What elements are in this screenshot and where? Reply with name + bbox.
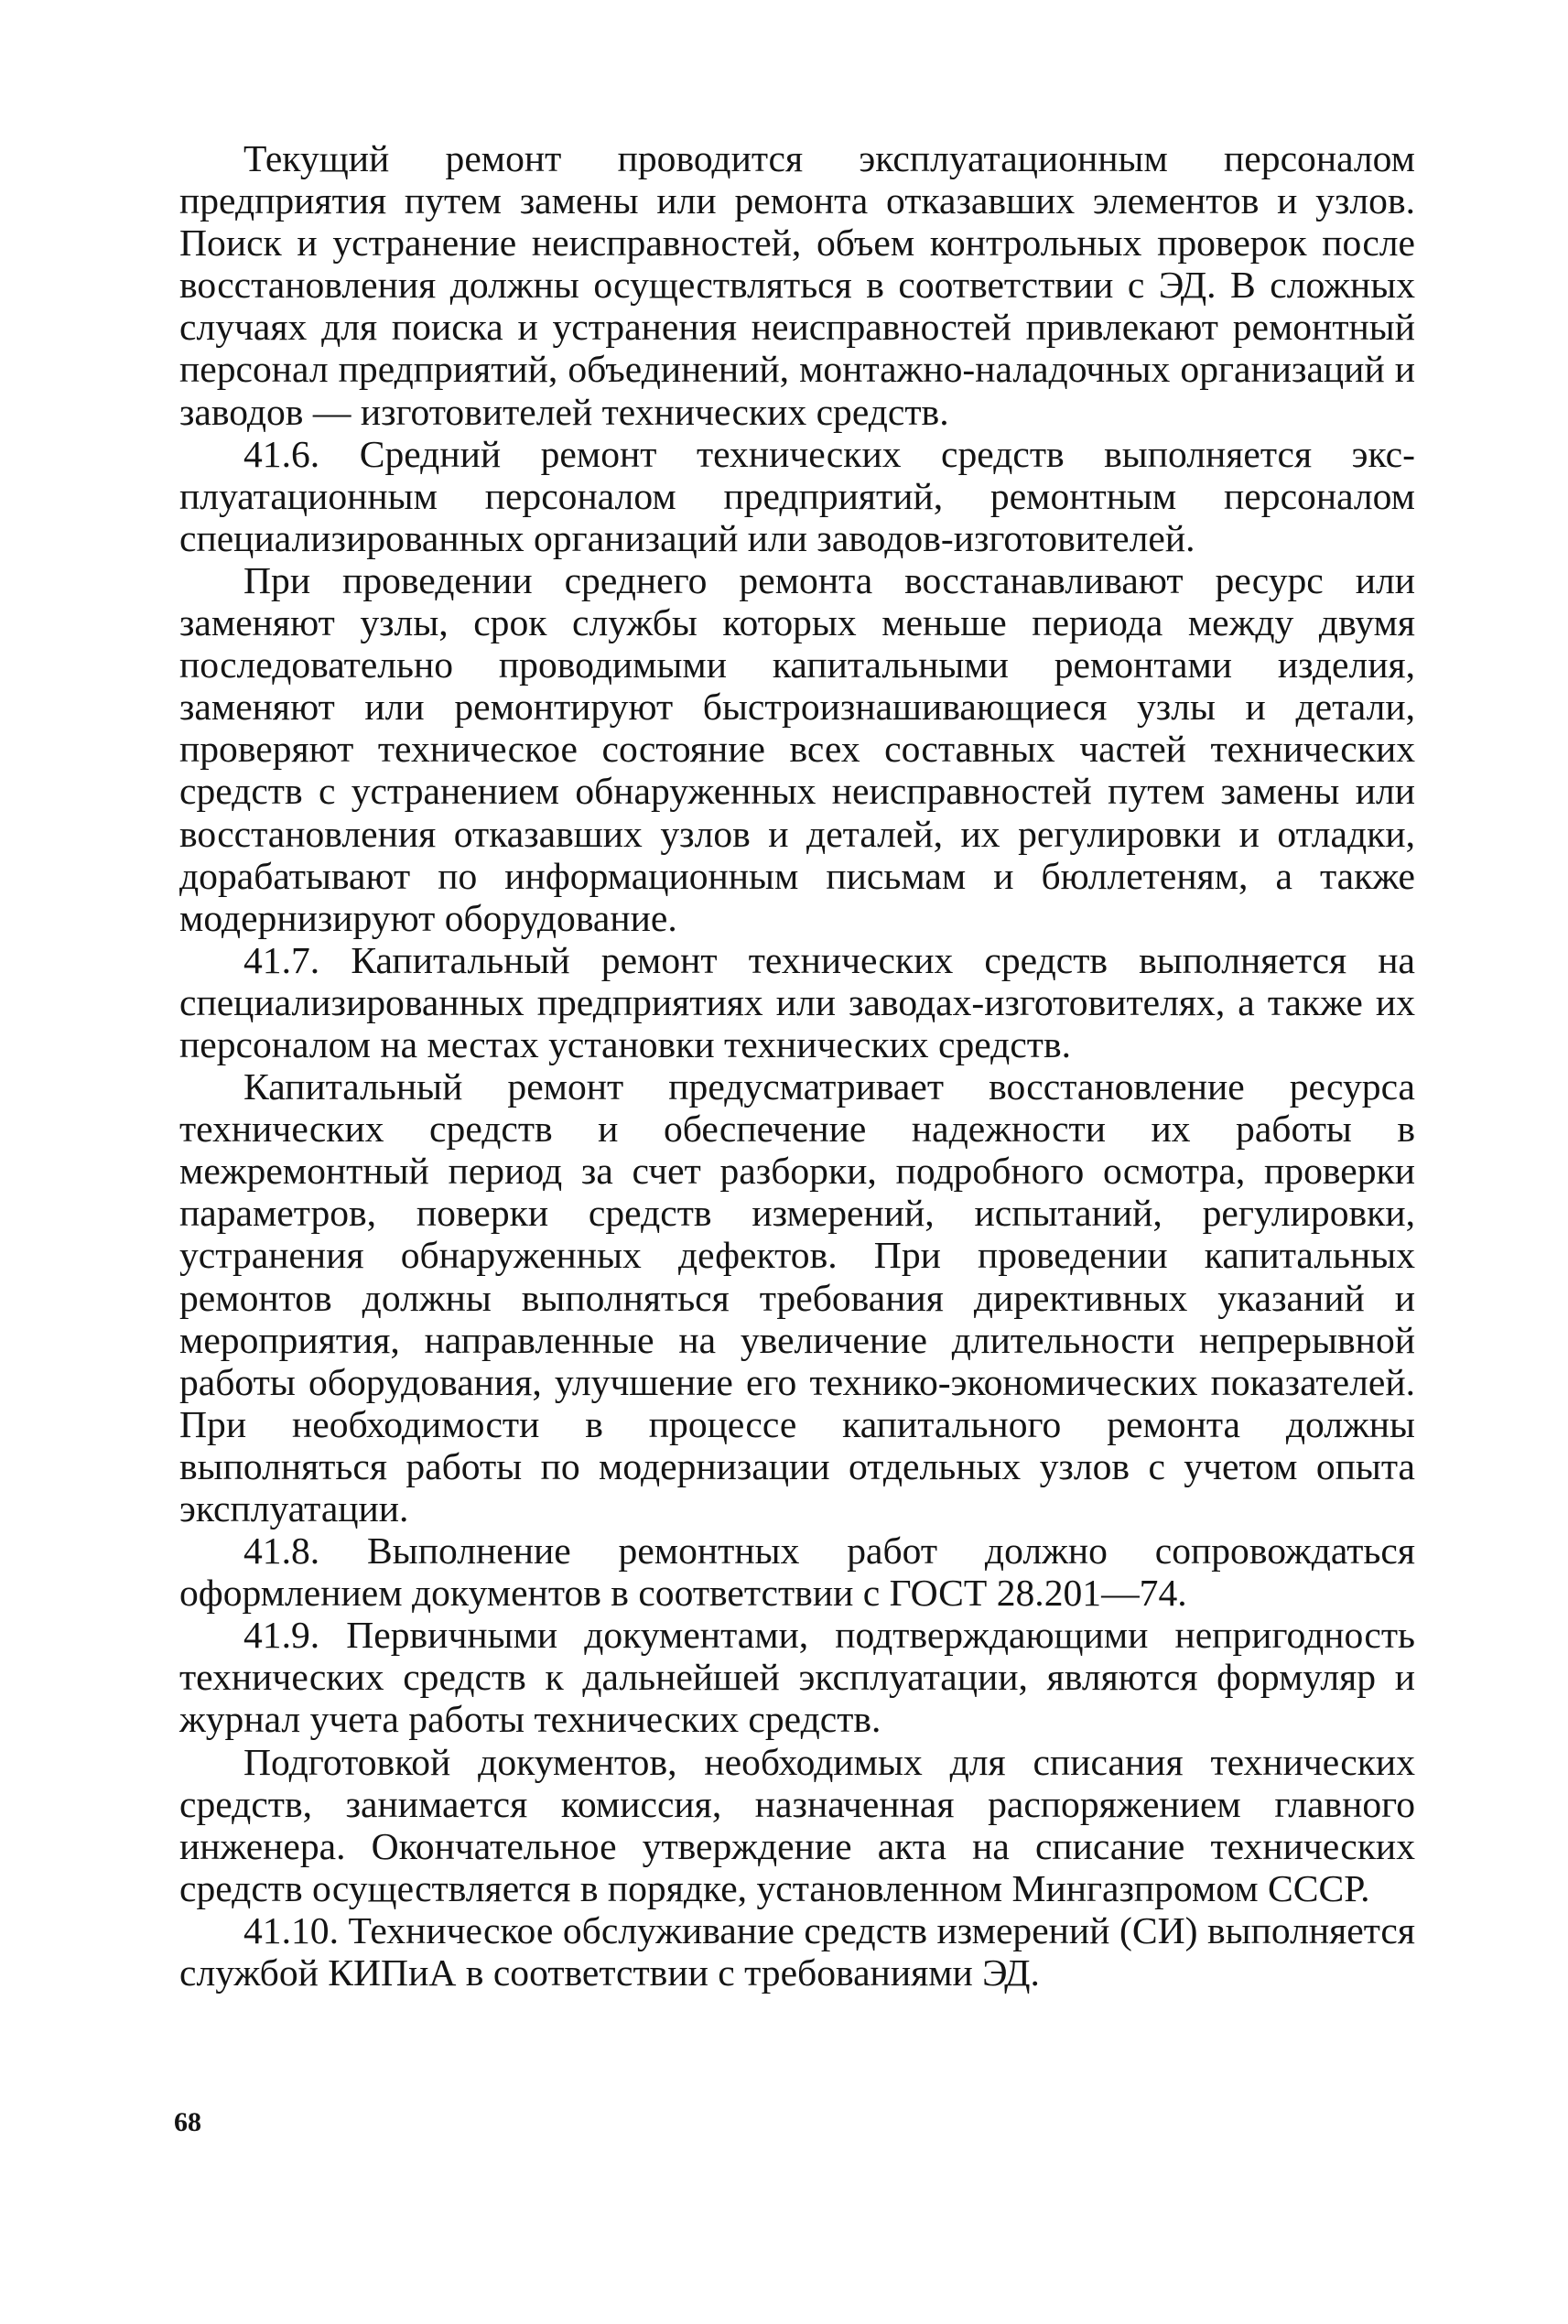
paragraph-current-repair: Текущий ремонт проводится эксплуатационным персоналом предприятия путем замены или ремонта отказавших элементов и узлов. Поиск и устранение неисправностей, объем контрольных проверок после восстановления должны осуществляться в соответствии с ЭД. В сложных случаях для поиска и устранения неисправностей привлекают ремонтный персонал предприятий, объединений, монтажно-наладочных организаций и заводов — изготовителей технических средств. — [179, 137, 1415, 433]
paragraph-medium-repair: При проведении среднего ремонта восстанавливают ресурс или заменяют узлы, срок службы которых меньше периода между двумя последовательно проводимыми капитальными ремонтами изделия, заменяют или ремонтируют быстроизнашивающиеся узлы и детали, проверяют техническое состояние всех составных частей технических средств с устранением обнаруженных неисправностей путем замены или восстановления отказавших узлов и деталей, их регулировки и отладки, дорабатывают по информационным письмам и бюллетеням, а также модернизируют оборудование. — [179, 558, 1415, 939]
paragraph-41-6: 41.6. Средний ремонт технических средств выполняется эксплуатационным персоналом предприятий, ремонтным персоналом специализированных организаций или заводов-изготовителей. — [179, 432, 1415, 559]
paragraph-41-8: 41.8. Выполнение ремонтных работ должно сопровождаться оформлением документов в соответствии с ГОСТ 28.201—74. — [179, 1530, 1415, 1615]
paragraph-41-10: 41.10. Техническое обслуживание средств измерений (СИ) выполняется службой КИПиА в соответствии с требованиями ЭД. — [179, 1908, 1415, 1994]
paragraph-41-7: 41.7. Капитальный ремонт технических средств выполняется на специализированных предприятиях или заводах-изготовителях, а также их персоналом на местах установки технических средств. — [179, 938, 1415, 1065]
paragraph-41-9: 41.9. Первичными документами, подтверждающими непригодность технических средств к дальнейшей эксплуатации, являются формуляр и журнал учета работы технических средств. — [179, 1614, 1415, 1741]
paragraph-capital-repair: Капитальный ремонт предусматривает восстановление ресурса технических средств и обеспечение надежности их работы в межремонтный период за счет разборки, подробного осмотра, проверки параметров, поверки средств измерений, испытаний, регулировки, устранения обнаруженных дефектов. При проведении капитальных ремонтов должны выполняться требования директивных указаний и мероприятия, направленные на увеличение длительности непрерывной работы оборудования, улучшение его технико-экономических показателей. При необходимости в процессе капитального ремонта должны выполняться работы по модернизации отдельных узлов с учетом опыта эксплуатации. — [179, 1065, 1415, 1530]
page-number: 68 — [174, 2107, 201, 2137]
page-text — [179, 137, 1415, 1994]
paragraph-documents: Подготовкой документов, необходимых для списания технических средств, занимается комиссия, назначенная распоряжением главного инженера. Окончательное утверждение акта на списание технических средств осуществляется в порядке, установленном Мингазпромом СССР. — [179, 1740, 1415, 1909]
